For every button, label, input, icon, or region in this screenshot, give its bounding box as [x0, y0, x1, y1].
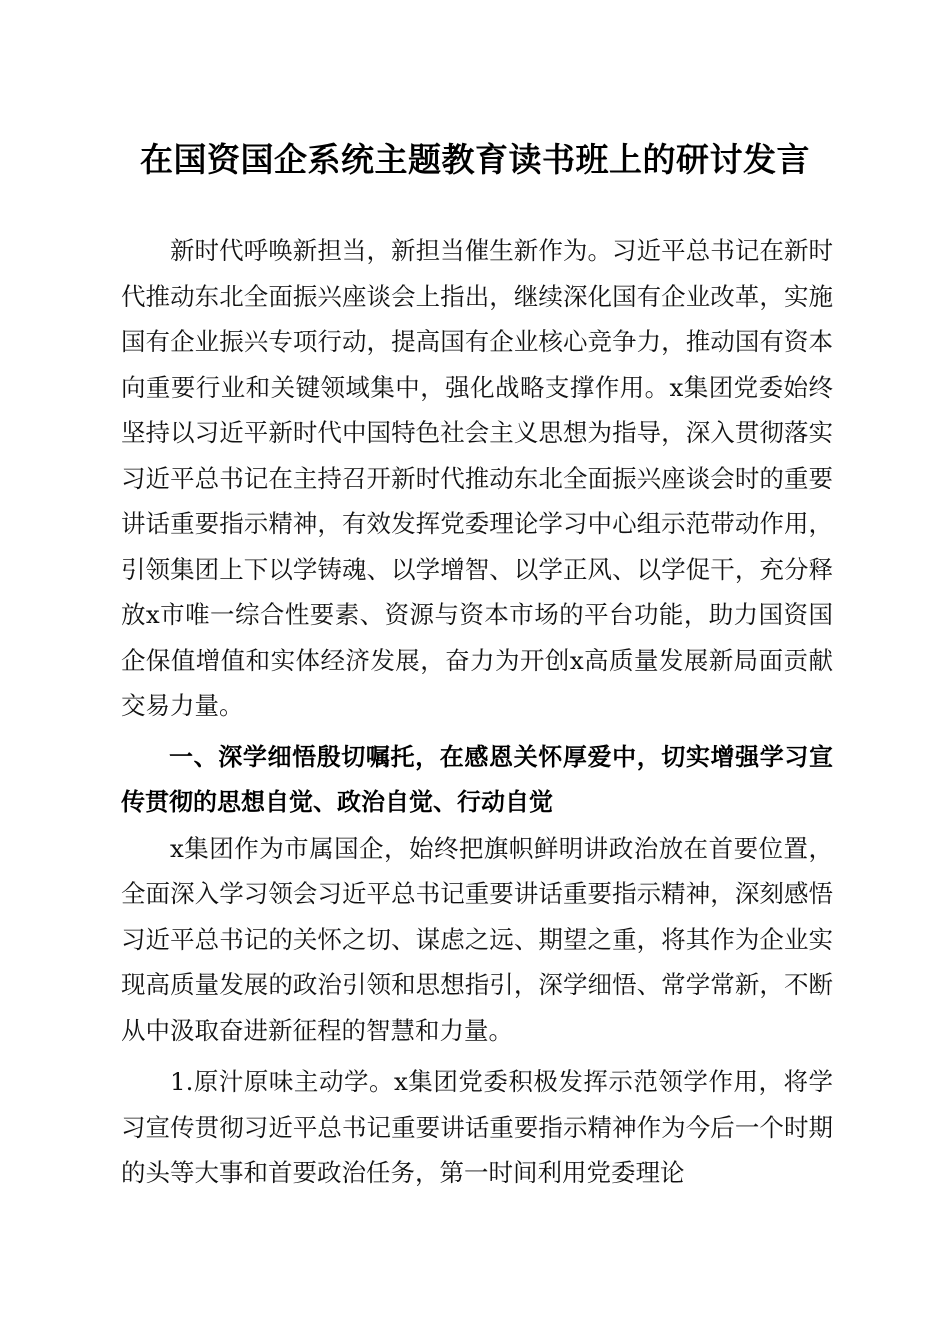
document-body	[121, 228, 833, 1196]
section-heading-1: 一、深学细悟殷切嘱托，在感恩关怀厚爱中，切实增强学习宣传贯彻的思想自觉、政治自觉、行动自觉	[121, 742, 833, 816]
section-1-paragraph: x集团作为市属国企，始终把旗帜鲜明讲政治放在首要位置，全面深入学习领会习近平总书记重要讲话重要指示精神，深刻感悟习近平总书记的关怀之切、谋虑之远、期望之重，将其作为企业实现高质量发展的政治引领和思想指引，深学细悟、常学常新，不断从中汲取奋进新征程的智慧和力量。	[121, 833, 833, 1045]
intro-paragraph: 新时代呼唤新担当，新担当催生新作为。习近平总书记在新时代推动东北全面振兴座谈会上指出，继续深化国有企业改革，实施国有企业振兴专项行动，提高国有企业核心竞争力，推动国有资本向重要行业和关键领域集中，强化战略支撑作用。x集团党委始终坚持以习近平新时代中国特色社会主义思想为指导，深入贯彻落实习近平总书记在主持召开新时代推动东北全面振兴座谈会时的重要讲话重要指示精神，有效发挥党委理论学习中心组示范带动作用，引领集团上下以学铸魂、以学增智、以学正风、以学促干，充分释放x市唯一综合性要素、资源与资本市场的平台功能，助力国资国企保值增值和实体经济发展，奋力为开创x高质量发展新局面贡献交易力量。	[121, 236, 833, 720]
subsection-1-paragraph: 1.原汁原味主动学。x集团党委积极发挥示范领学作用，将学习宣传贯彻习近平总书记重要讲话重要指示精神作为今后一个时期的头等大事和首要政治任务，第一时间利用党委理论	[121, 1067, 833, 1187]
document-title: 在国资国企系统主题教育读书班上的研讨发言	[140, 140, 810, 179]
